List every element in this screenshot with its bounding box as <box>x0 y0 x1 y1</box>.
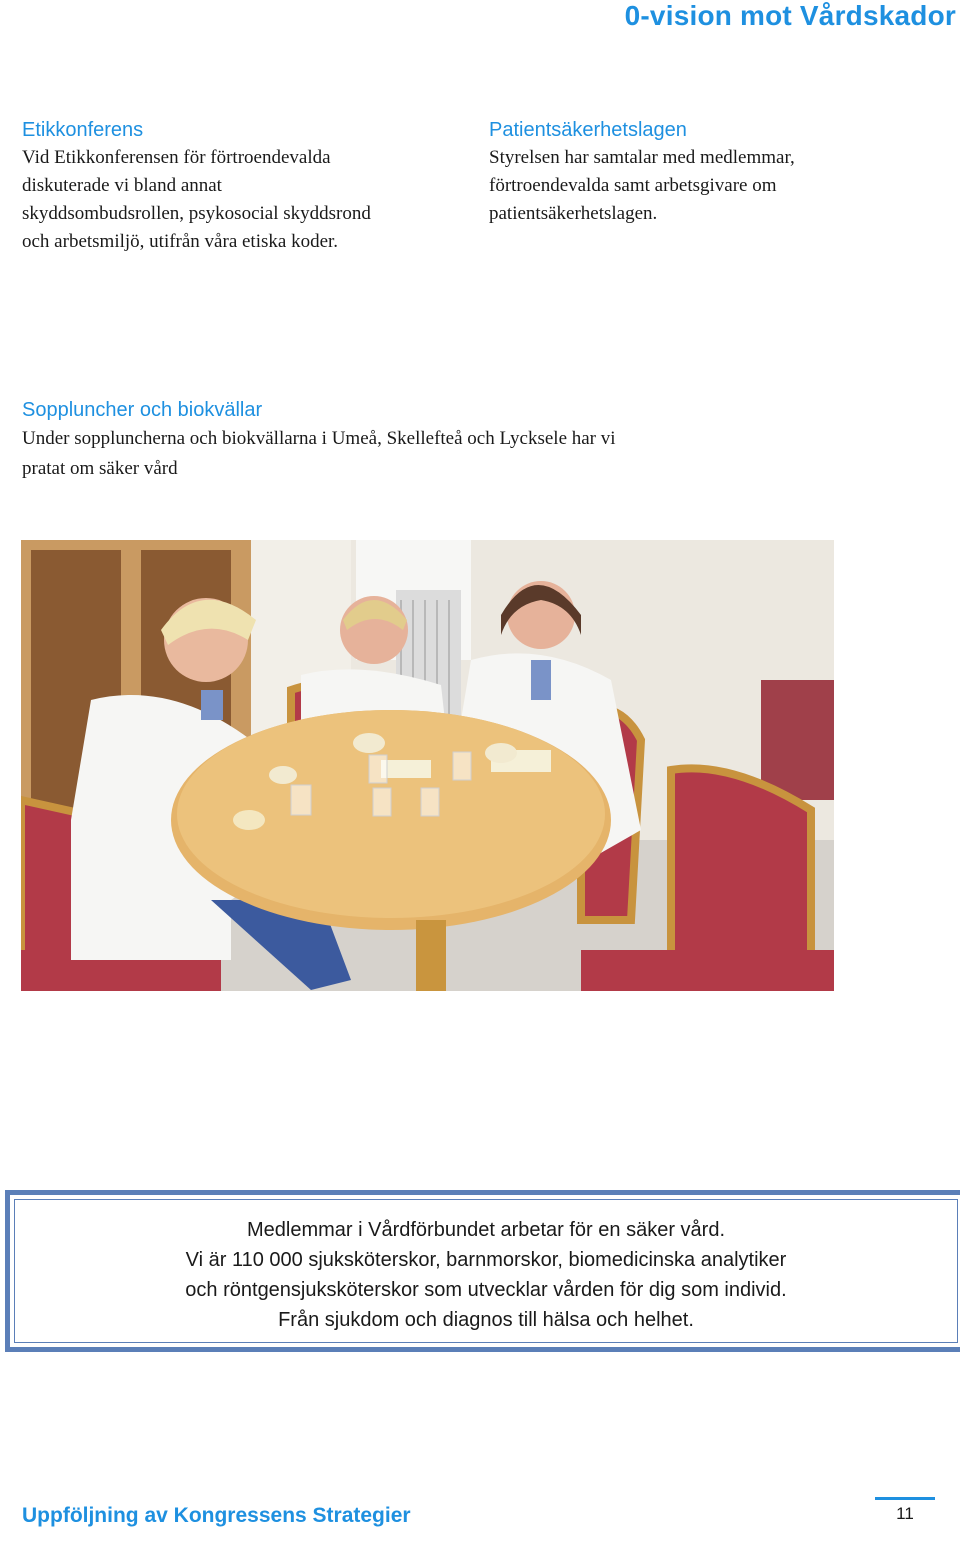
photo-illustration <box>21 540 834 991</box>
patientsakerhet-section <box>489 116 949 228</box>
etikkonferens-heading: Etikkonferens <box>22 119 144 141</box>
etikkonferens-line: Vid Etikkonferensen för förtroendevalda <box>22 147 331 168</box>
etikkonferens-section <box>22 116 472 256</box>
page-header-title: 0-vision mot Vårdskador <box>624 0 956 31</box>
page-number: 11 <box>896 1504 914 1523</box>
patientsakerhet-heading: Patientsäkerhetslagen <box>489 119 687 141</box>
lunch-photo <box>21 540 834 991</box>
etikkonferens-line: skyddsombudsrollen, psykosocial skyddsrond <box>22 203 371 224</box>
patientsakerhet-line: patientsäkerhetslagen. <box>489 203 658 224</box>
footer-title: Uppföljning av Kongressens Strategier <box>22 1504 411 1527</box>
info-line: Medlemmar i Vårdförbundet arbetar för en säker vård. <box>247 1219 725 1241</box>
patientsakerhet-line: Styrelsen har samtalar med medlemmar, <box>489 147 795 168</box>
info-line: och röntgensjuksköterskor som utvecklar vården för dig som individ. <box>185 1279 787 1301</box>
info-box-text <box>10 1215 960 1335</box>
etikkonferens-line: och arbetsmiljö, utifrån våra etiska koder. <box>22 231 339 252</box>
info-line: Vi är 110 000 sjuksköterskor, barnmorskor, biomedicinska analytiker <box>185 1249 787 1271</box>
page-number-rule <box>875 1497 935 1500</box>
sopplunch-line: pratat om säker vård <box>22 458 178 479</box>
info-line: Från sjukdom och diagnos till hälsa och helhet. <box>278 1309 694 1331</box>
sopplunch-heading: Soppluncher och biokvällar <box>22 399 263 421</box>
patientsakerhet-line: förtroendevalda samt arbetsgivare om <box>489 175 777 196</box>
sopplunch-line: Under soppluncherna och biokvällarna i Umeå, Skellefteå och Lycksele har vi <box>22 428 616 449</box>
sopplunch-section <box>22 396 942 484</box>
info-box <box>5 1190 960 1352</box>
etikkonferens-line: diskuterade vi bland annat <box>22 175 222 196</box>
